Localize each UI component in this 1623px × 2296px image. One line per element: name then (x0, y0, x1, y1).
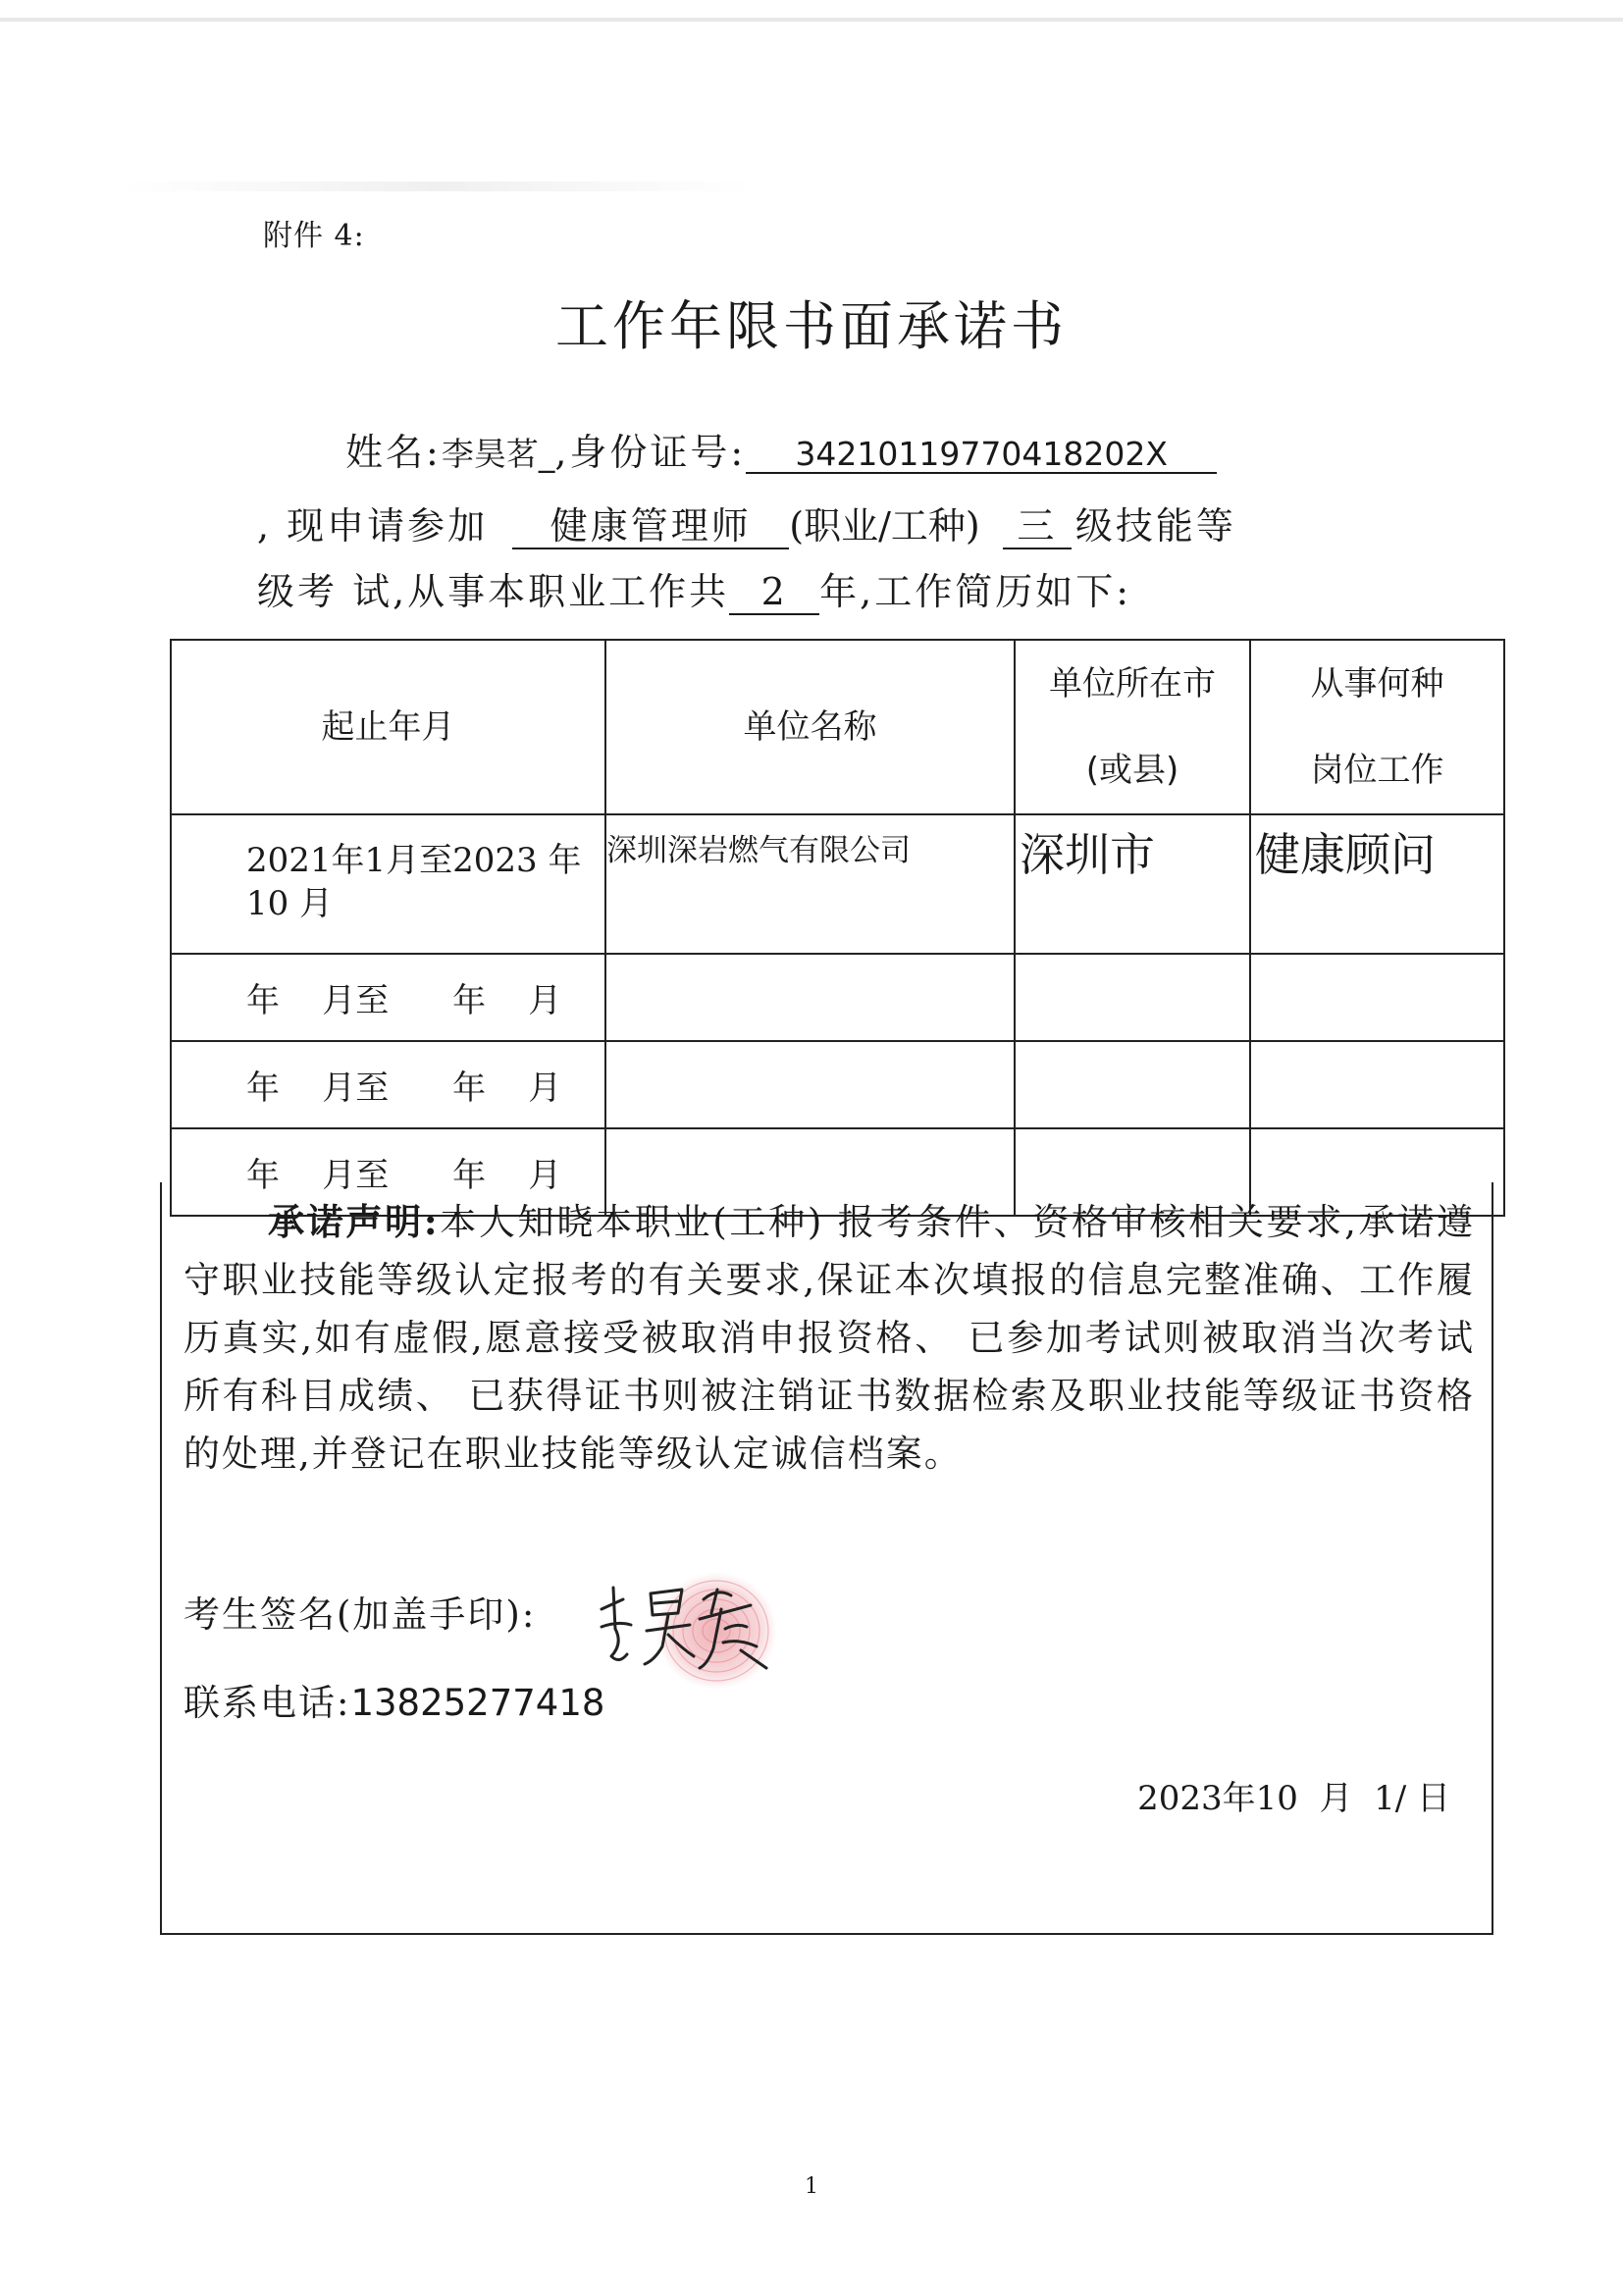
declaration-text: 本人知晓本职业(工种) 报考条件、资格审核相关要求,承诺遵守职业技能等级认定报考的有关要求,保证本次填报的信息完整准确、工作履历真实,如有虚假,愿意接受被取消申报资格、 已参加考试则被取消当次考试所有科目成绩、 已获得证书则被注销证书数据检索及职业技能等级证书资格的处理,并登记在职业技能等级认定诚信档案。 (183, 1201, 1475, 1475)
occupation-suffix: (职业/工种) (789, 504, 980, 548)
declaration-paragraph (183, 1193, 1475, 1483)
intro-line-2 (257, 496, 1236, 549)
intro-line-3 (257, 561, 1131, 615)
declaration-label: 承诺声明: (268, 1200, 440, 1243)
attachment-label: 附件 4: (263, 219, 365, 253)
scan-smudge (118, 182, 756, 191)
company-cell: 深圳深岩燃气有限公司 (605, 814, 1015, 954)
intro-line-1 (345, 422, 1217, 476)
occupation-value: 健康管理师 (550, 504, 752, 548)
years-value: 2 (760, 570, 788, 613)
city-cell: 深圳市 (1015, 814, 1250, 954)
name-value: 李昊茗_ (441, 435, 555, 473)
period-line1: 2021年1月至2023 年 (246, 841, 582, 880)
table-row (171, 1041, 1504, 1128)
header-city (1015, 640, 1250, 814)
table-row (171, 814, 1504, 954)
apply-prefix: , 现申请参加 (257, 504, 489, 548)
company-cell (605, 954, 1015, 1041)
period-cell: 年 月至 年 月 (171, 1041, 605, 1128)
date-row: 2023年10 月 1/ 日 (1137, 1779, 1450, 1818)
years-field (729, 572, 819, 615)
occupation-field (512, 506, 789, 549)
level-value: 三 (1017, 504, 1058, 548)
period-cell (171, 814, 605, 954)
work-history-table (170, 639, 1505, 1217)
header-city-line1: 单位所在市 (1049, 664, 1216, 704)
id-number-field (746, 437, 1217, 474)
line3-suffix: 年,工作简历如下: (819, 570, 1132, 613)
signature-label: 考生签名(加盖手印): (183, 1593, 537, 1636)
name-label: 姓名: (345, 431, 442, 474)
id-number-value: 34210119770418202X (795, 435, 1168, 473)
city-cell (1015, 954, 1250, 1041)
position-cell: 健康顾问 (1250, 814, 1504, 954)
header-period: 起止年月 (171, 640, 605, 814)
period-cell: 年 月至 年 月 (171, 1128, 605, 1216)
company-cell (605, 1041, 1015, 1128)
header-position-line2: 岗位工作 (1310, 751, 1444, 790)
level-suffix: 级技能等 (1074, 504, 1236, 548)
header-position (1250, 640, 1504, 814)
table-header-row (171, 640, 1504, 814)
line3-prefix: 级考 试,从事本职业工作共 (257, 570, 730, 613)
declaration-box (160, 1182, 1493, 1935)
page-number: 1 (805, 2174, 818, 2199)
header-position-line1: 从事何种 (1310, 664, 1444, 704)
header-company: 单位名称 (605, 640, 1015, 814)
position-cell (1250, 1041, 1504, 1128)
phone-number: 13825277418 (350, 1682, 605, 1724)
city-cell (1015, 1041, 1250, 1128)
period-line2: 10 月 (246, 884, 334, 923)
period-cell: 年 月至 年 月 (171, 954, 605, 1041)
handwritten-signature-with-fingerprint (594, 1570, 790, 1697)
signature-row (183, 1585, 536, 1638)
header-city-line2: (或县) (1085, 751, 1179, 790)
table-row (171, 954, 1504, 1041)
phone-label: 联系电话: (183, 1682, 351, 1724)
phone-row (183, 1673, 604, 1726)
id-label: ,身份证号: (554, 431, 747, 474)
scan-edge-line (0, 18, 1623, 22)
position-cell (1250, 954, 1504, 1041)
document-title: 工作年限书面承诺书 (555, 295, 1068, 357)
level-field (1003, 506, 1072, 549)
